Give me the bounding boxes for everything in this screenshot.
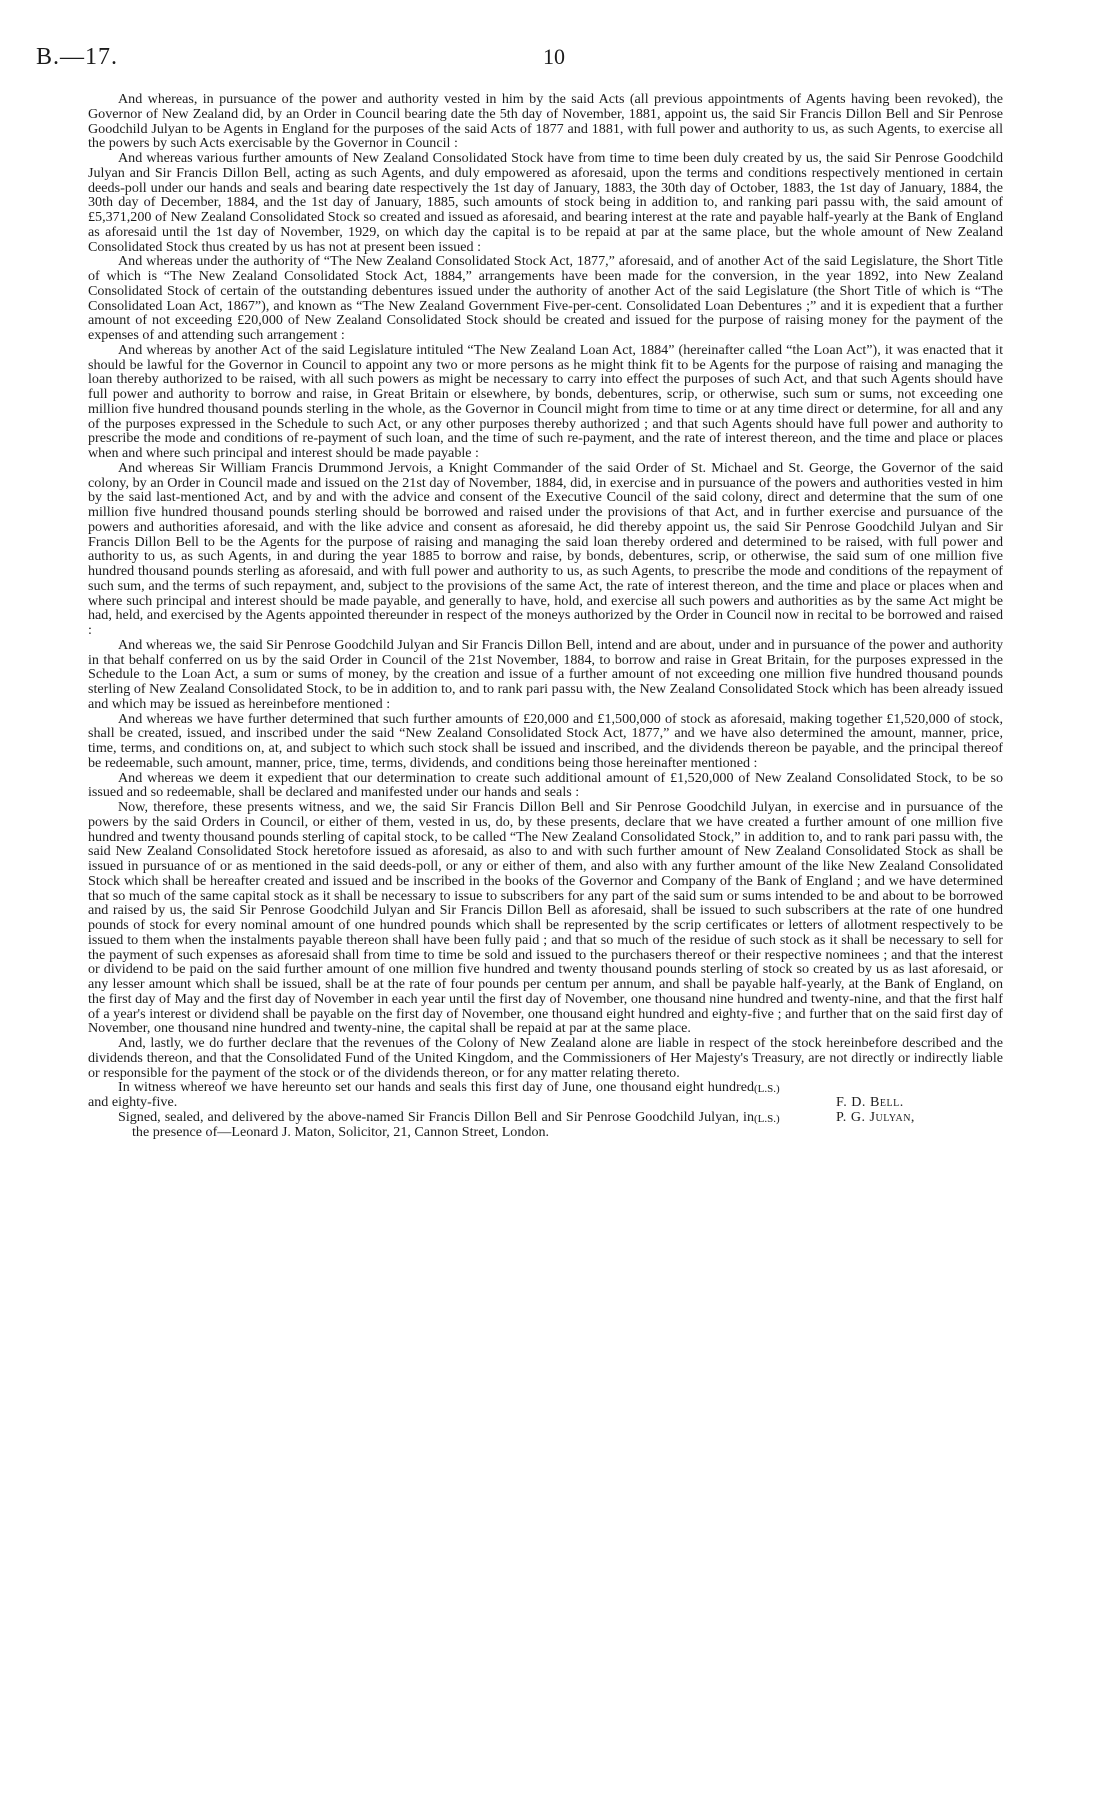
seal-mark: (L.S.) — [754, 1083, 780, 1096]
paragraph: And whereas we deem it expedient that our determination to create such additional amount of £1,520,000 of New Zealand Consolidated Stock, to be so issued and so redeemable, shall be declared and manifested under our hands and seals : — [88, 769, 1003, 801]
page-number: 10 — [543, 44, 565, 69]
paragraph: And whereas various further amounts of New Zealand Consolidated Stock have from time to time been duly created by us, the said Sir Penrose Goodchild Julyan and Sir Francis Dillon Bell, acting as such Agents, and duly empowered as aforesaid, upon the terms and conditions respectively mentioned in certain deeds-poll under our hands and seals and bearing date respectively the 1st day of January, 1883, the 30th day of October, 1883, the 1st day of January, 1884, the 30th day of December, 1884, and the 1st day of January, 1885, such amounts of stock being in addition to, and ranking pari passu with, the said amount of £5,371,200 of New Zealand Consolidated Stock so created and issued as aforesaid, and bearing interest at the rate and payable half-yearly at the Bank of England as aforesaid until the 1st day of November, 1929, on which day the capital is to be repaid at par at the same place, but the whole amount of New Zealand Consolidated Stock thus created by us has not at present been issued : — [88, 150, 1003, 255]
paragraph: And whereas under the authority of “The New Zealand Consolidated Stock Act, 1877,” aforesaid, and of another Act of the said Legislature, the Short Title of which is “The New Zealand Consolidated Stock Act, 1884,” arrangements have been made for the conversion, in the year 1892, into New Zealand Consolidated Stock of certain of the outstanding debentures issued under the authority of another Act of the said Legislature (the Short Title of which is “The Consolidated Loan Act, 1867”), and known as “The New Zealand Government Five-per-cent. Consolidated Loan Debentures ;” and it is expedient that a further amount of not exceeding £20,000 of New Zealand Consolidated Stock should be created and issued for the purpose of raising money for the payment of the expenses of and attending such arrangement : — [88, 253, 1003, 343]
page-header — [36, 38, 1003, 78]
paragraph: And whereas we have further determined that such further amounts of £20,000 and £1,500,000 of stock as aforesaid, making together £1,520,000 of stock, shall be created, issued, and inscribed under the said “New Zealand Consolidated Stock Act, 1877,” and we have also determined the amount, manner, price, time, terms, and conditions on, at, and subject to which such stock shall be issued and inscribed, and the dividends thereon be payable, and the principal thereof be redeemable, such amount, manner, price, time, terms, dividends, and conditions being those hereinafter mentioned : — [88, 710, 1003, 771]
document-page — [36, 38, 1003, 1140]
witness-clause: In witness whereof we have hereunto set our hands and seals this first day of June, one thousand eight hundred and eighty-five. — [88, 1079, 754, 1110]
witness-clause-row — [88, 1080, 1003, 1110]
attestation-clause: Signed, sealed, and delivered by the above-named Sir Francis Dillon Bell and Sir Penrose Goodchild Julyan, in the presence of—Leonard J. Maton, Solicitor, 21, Cannon Street, London. — [118, 1108, 754, 1140]
paragraph: And whereas, in pursuance of the power and authority vested in him by the said Acts (all previous appointments of Agents having been revoked), the Governor of New Zealand did, by an Order in Council bearing date the 5th day of November, 1881, appoint us, the said Sir Francis Dillon Bell and Sir Penrose Goodchild Julyan to be Agents in England for the purposes of the said Acts of 1877 and 1881, with full power and authority to us, as such Agents, to exercise all the powers by such Acts exercisable by the Governor in Council : — [88, 91, 1003, 152]
signature-bell: F. D. Bell. — [836, 1094, 904, 1110]
paragraph: And, lastly, we do further declare that the revenues of the Colony of New Zealand alone are liable in respect of the stock hereinbefore described and the dividends thereon, and that the Consolidated Fund of the United Kingdom, and the Commissioners of Her Majesty's Treasury, are not directly or indirectly liable or responsible for the payment of the stock or of the dividends thereon, or for any matter relating thereto. — [88, 1035, 1003, 1081]
document-body — [88, 92, 1003, 1139]
paragraph: And whereas Sir William Francis Drummond Jervois, a Knight Commander of the said Order of St. Michael and St. George, the Governor of the said colony, by an Order in Council made and issued on the 21st day of November, 1884, did, in exercise and in pursuance of the powers and authorities vested in him by the said last-mentioned Act, and by and with the advice and consent of the Executive Council of the said colony, direct and determine that the sum of one million five hundred thousand pounds sterling should be borrowed and raised under the provisions of that Act, and in further exercise and pursuance of the powers and authorities aforesaid, and with the like advice and consent as aforesaid, he did thereby appoint us, the said Sir Penrose Goodchild Julyan and Sir Francis Dillon Bell to be the Agents for the purpose of raising and managing the said loan thereby ordered and determined to be raised, with full power and authority to us, as such Agents, in and during the year 1885 to borrow and raise, by bonds, debentures, scrip, or otherwise, the said sum of one million five hundred thousand pounds sterling as aforesaid, and with full power and authority to us, as such Agents, to prescribe the mode and conditions of the repayment of such sum, and the terms of such repayment, and, subject to the provisions of the same Act, the rate of interest thereon, and the time and place or places when and where such principal and interest should be made payable, and generally to have, hold, and exercise all such powers and authorities as by the same Act might be had, held, and exercised by the Agents appointed thereunder in respect of the moneys authorized by the Order in Council now in recital to be borrowed and raised : — [88, 459, 1003, 638]
seal-mark: (L.S.) — [754, 1112, 780, 1125]
paragraph: And whereas by another Act of the said Legislature intituled “The New Zealand Loan Act, 1884” (hereinafter called “the Loan Act”), it was enacted that it should be lawful for the Governor in Council to appoint any two or more persons as he might think fit to be Agents for the purpose of raising and managing the loan thereby authorized to be raised, with all such powers as might be necessary to carry into effect the purposes of such Act, and that such Agents should have full power and authority to borrow and raise, in Great Britain or elsewhere, by bonds, debentures, scrip, or otherwise, such sum or sums, not exceeding one million five hundred thousand pounds sterling in the whole, as the Governor in Council might from time to time or at any time direct or determine, for all and any of the purposes expressed in the Schedule to such Act, or any other purposes thereby authorized ; and that such Agents should have full power and authority to prescribe the mode and conditions of re-payment of such loan, and the time of such re-payment, and the rate of interest thereon, and the time and place or places when and where such principal and interest should be made payable : — [88, 341, 1003, 461]
signature-julyan: P. G. Julyan, — [836, 1108, 915, 1125]
paragraph: Now, therefore, these presents witness, and we, the said Sir Francis Dillon Bell and Sir Penrose Goodchild Julyan, in exercise and in pursuance of the powers by the said Orders in Council, or either of them, vested in us, do, by these presents, declare that we have created a further amount of one million five hundred and twenty thousand pounds sterling of capital stock, to be called “The New Zealand Consolidated Stock,” in addition to, and to rank pari passu with, the said New Zealand Consolidated Stock heretofore issued as aforesaid, as also to and with such further amount of New Zealand Consolidated Stock as shall be issued in pursuance of or as mentioned in the said deeds-poll, or any or either of them, and also with any further amount of the like New Zealand Consolidated Stock which shall be hereafter created and issued and be inscribed in the books of the Governor and Company of the Bank of England ; and we have determined that so much of the same capital stock as it shall be necessary to issue to subscribers for any part of the said sum or sums intended to be and about to be borrowed and raised by us, the said Sir Penrose Goodchild Julyan and Sir Francis Dillon Bell as aforesaid, shall be issued to such subscribers at the rate of one hundred pounds of stock for every nominal amount of one hundred pounds which shall be represented by the scrip certificates or letters of allotment respectively to be issued to them when the instalments payable thereon shall have been fully paid ; and that so much of the residue of such stock as it shall be necessary to sell for the payment of such expenses as aforesaid shall from time to time be sold and issued to the purchasers thereof or their respective nominees ; and that the interest or dividend to be paid on the said further amount of one million five hundred and twenty thousand pounds sterling of stock so created by us as last aforesaid, or any lesser amount which shall be issued, shall be at the rate of four pounds per centum per annum, and shall be payable half-yearly, at the Bank of England, on the first day of May and the first day of November in each year until the first day of November, one thousand nine hundred and twenty-nine, and that the first half of a year's interest or dividend shall be payable on the first day of November, one thousand eight hundred and eighty-five ; and further that on the said first day of November, one thousand nine hundred and twenty-nine, the capital shall be repaid at par at the same place. — [88, 799, 1003, 1037]
attestation-row — [88, 1110, 1003, 1140]
document-reference: B.—17. — [36, 44, 119, 70]
paragraph: And whereas we, the said Sir Penrose Goodchild Julyan and Sir Francis Dillon Bell, intend and are about, under and in pursuance of the power and authority in that behalf conferred on us by the said Order in Council of the 21st November, 1884, to borrow and raise in Great Britain, for the purposes expressed in the Schedule to the Loan Act, a sum or sums of money, by the creation and issue of a further amount of not exceeding one million five hundred thousand pounds sterling of New Zealand Consolidated Stock, to be in addition to, and to rank pari passu with, the New Zealand Consolidated Stock which has been already issued and which may be issued as hereinbefore mentioned : — [88, 636, 1003, 712]
